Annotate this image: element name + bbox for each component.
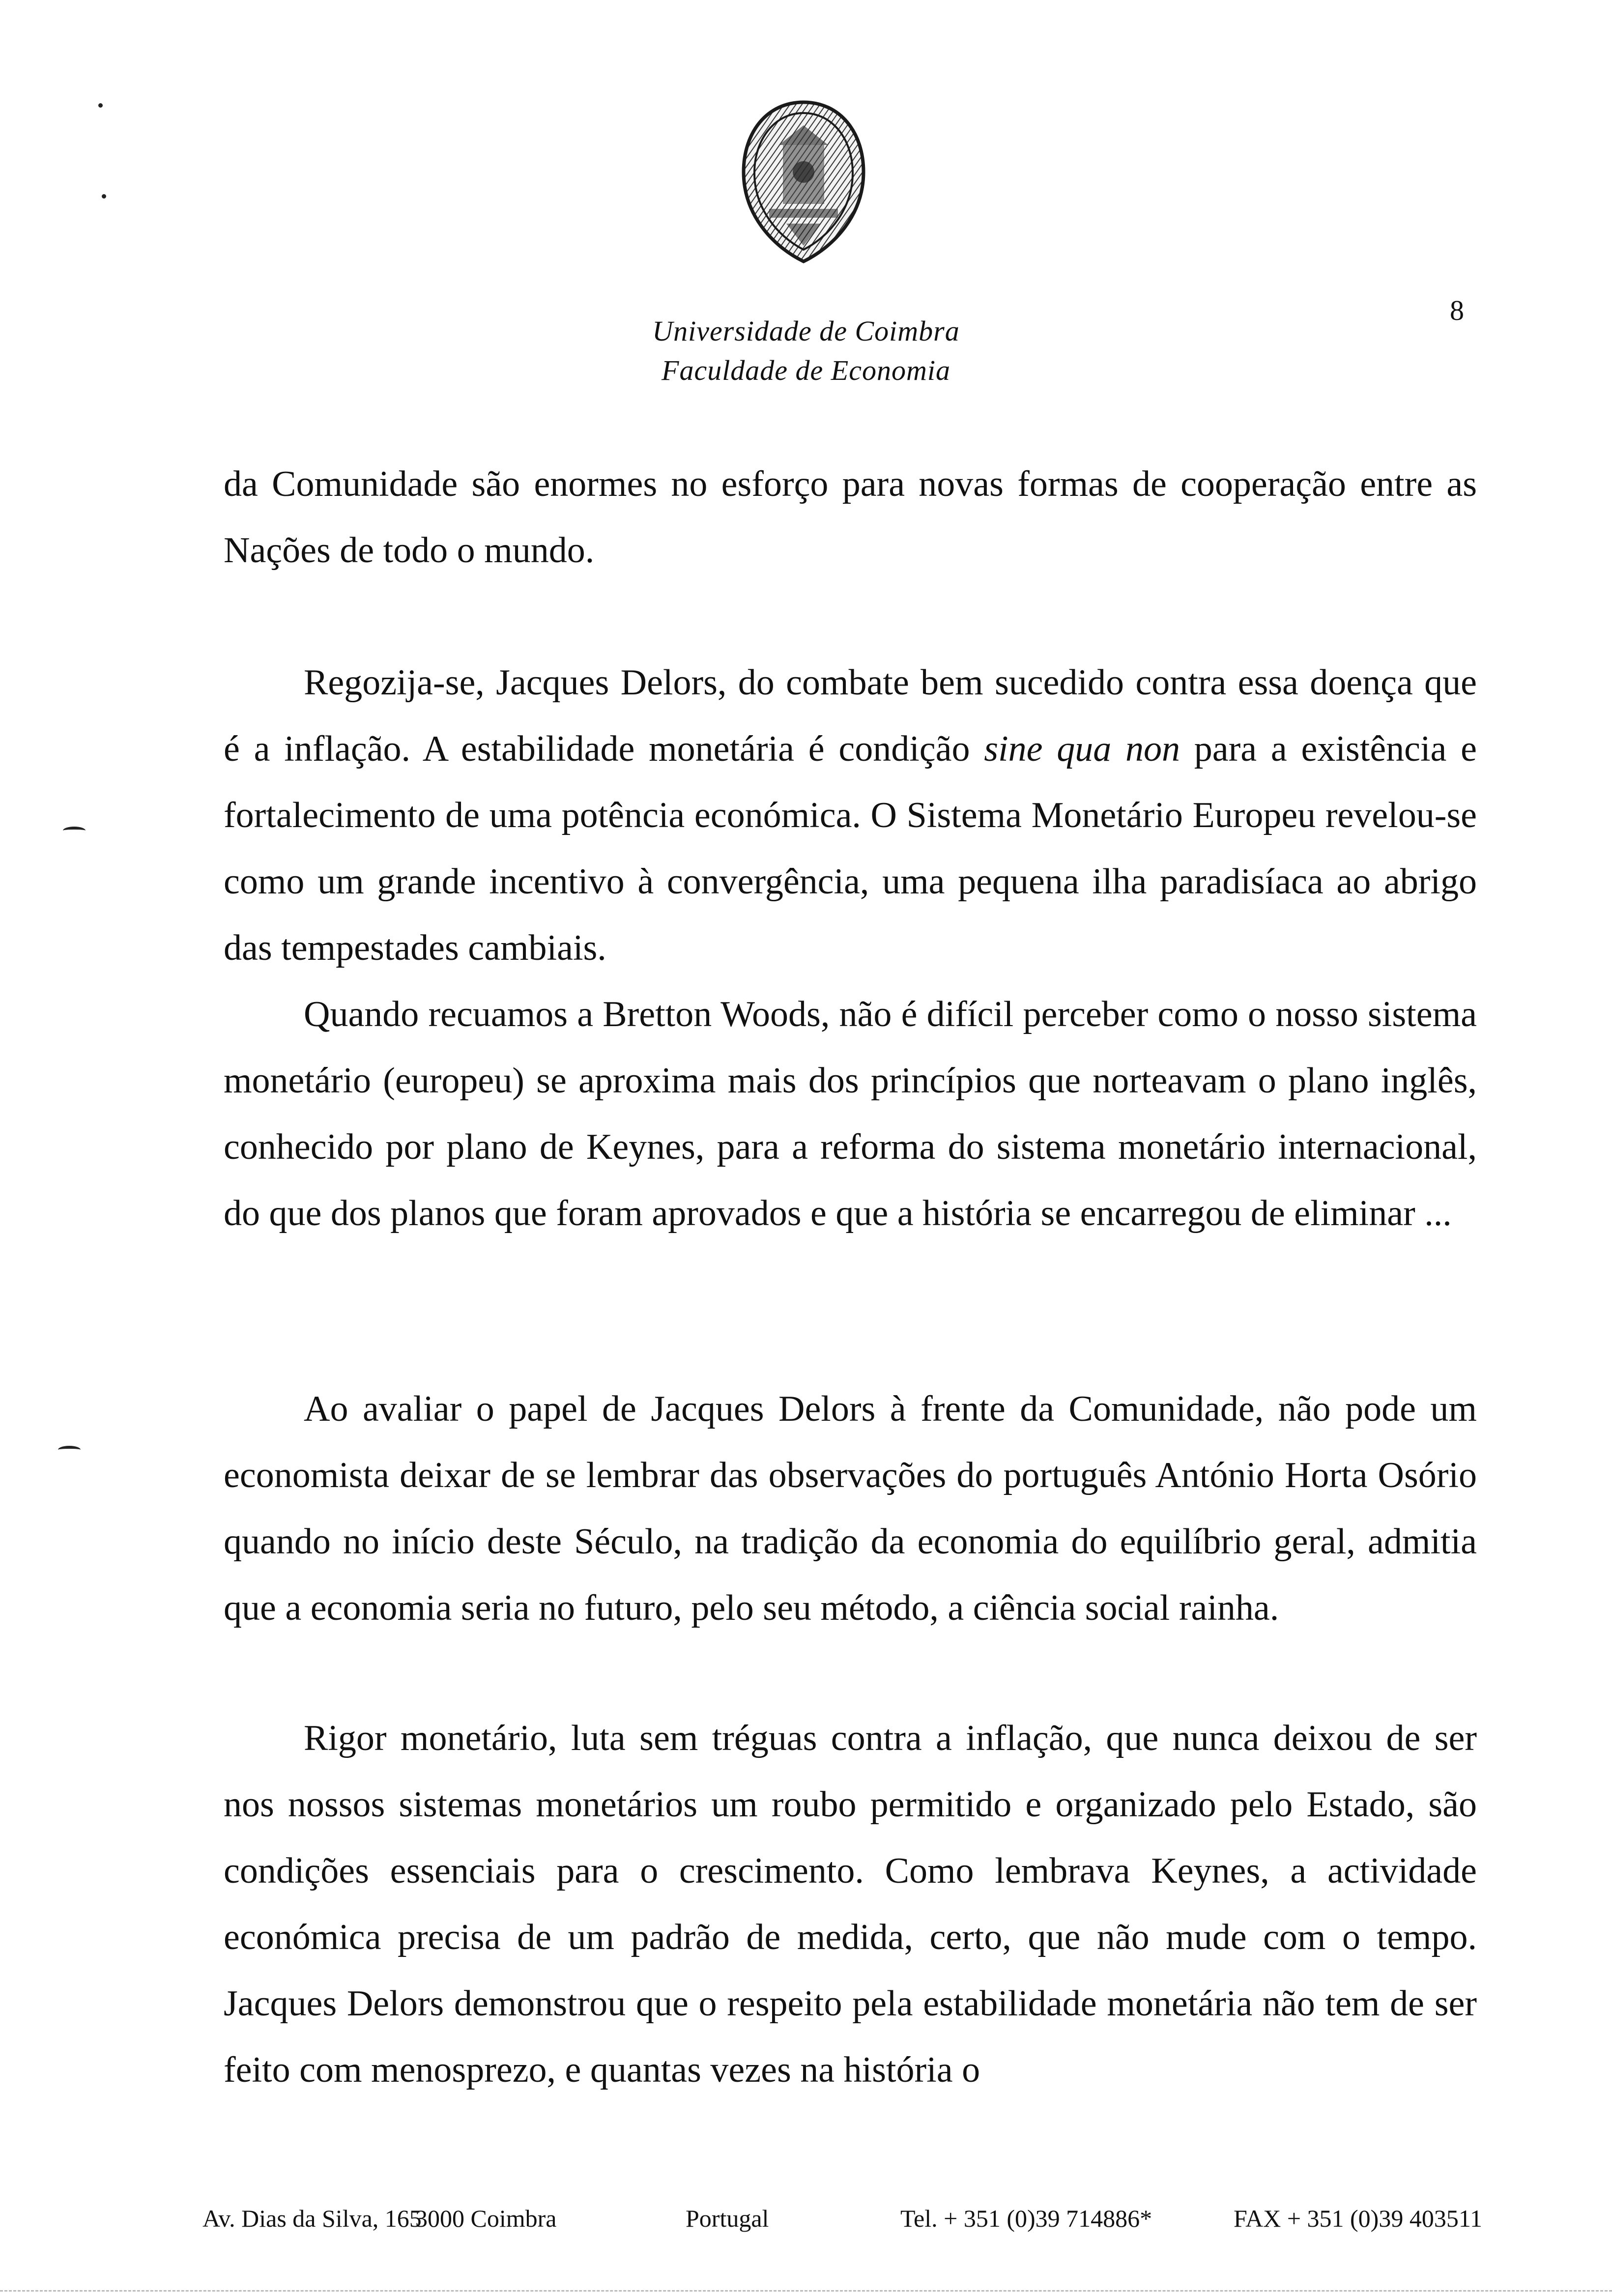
paragraph [224,981,1477,1247]
paragraph-text [224,650,1477,981]
paragraph-text: Quando recuamos a Bretton Woods, não é difícil perceber como o nosso sistema monetário (europeu) se aproxima mais dos princípios que norteavam o plano inglês, conhecido por plano de Keynes, para a reforma do sistema monetário internacional, do que dos planos que foram aprovados e que a história se encarregou de eliminar ... [224,994,1477,1234]
paragraph-text: da Comunidade são enormes no esforço para novas formas de cooperação entre as Nações de todo o mundo. [224,464,1477,571]
scan-mark [102,194,106,199]
university-seal-icon [740,98,867,265]
header-faculty-name: Faculdade de Economia [662,354,950,386]
paragraph [224,1705,1477,2103]
italic-phrase: sine qua non [984,729,1180,769]
paragraph [224,650,1477,981]
paragraph [224,1376,1477,1641]
footer-fax: FAX + 351 (0)39 403511 [1234,2205,1482,2232]
header-university-name: Universidade de Coimbra [652,315,960,347]
margin-mark [63,827,86,834]
scan-mark [98,103,103,108]
footer-country: Portugal [686,2205,769,2232]
footer-contact [0,2204,1612,2239]
paragraph [224,451,1477,584]
paragraph-text-segment: para a existência e fortalecimento de uma potência económica. O Sistema Monetário Europeu revelou-se como um grande incentivo à convergência, uma pequena ilha paradisíaca ao abrigo das tempestades cambiais. [224,729,1477,968]
page-number: 8 [1450,294,1464,326]
bottom-divider [0,2290,1612,2292]
footer-city: 3000 Coimbra [415,2205,557,2232]
footer-telephone: Tel. + 351 (0)39 714886* [900,2205,1152,2232]
footer-address: Av. Dias da Silva, 165 [202,2205,422,2232]
paragraph-text-segment: Regozija-se, Jacques Delors, do combate bem sucedido contra essa doença que é a inflação. A estabilidade monetária é condição [224,662,1477,769]
paragraph-text: Rigor monetário, luta sem tréguas contra a inflação, que nunca deixou de ser nos nossos sistemas monetários um roubo permitido e organizado pelo Estado, são condições essenciais para o crescimento. Como lembrava Keynes, a actividade económica precisa de um padrão de medida, certo, que não mude com o tempo. Jacques Delors demonstrou que o respeito pela estabilidade monetária não tem de ser feito com menosprezo, e quantas vezes na história o [224,1718,1477,2090]
margin-mark [58,1446,81,1454]
paragraph-text: Ao avaliar o papel de Jacques Delors à frente da Comunidade, não pode um economista deixar de se lembrar das observações do português António Horta Osório quando no início deste Século, na tradição da economia do equilíbrio geral, admitia que a economia seria no futuro, pelo seu método, a ciência social rainha. [224,1389,1477,1628]
